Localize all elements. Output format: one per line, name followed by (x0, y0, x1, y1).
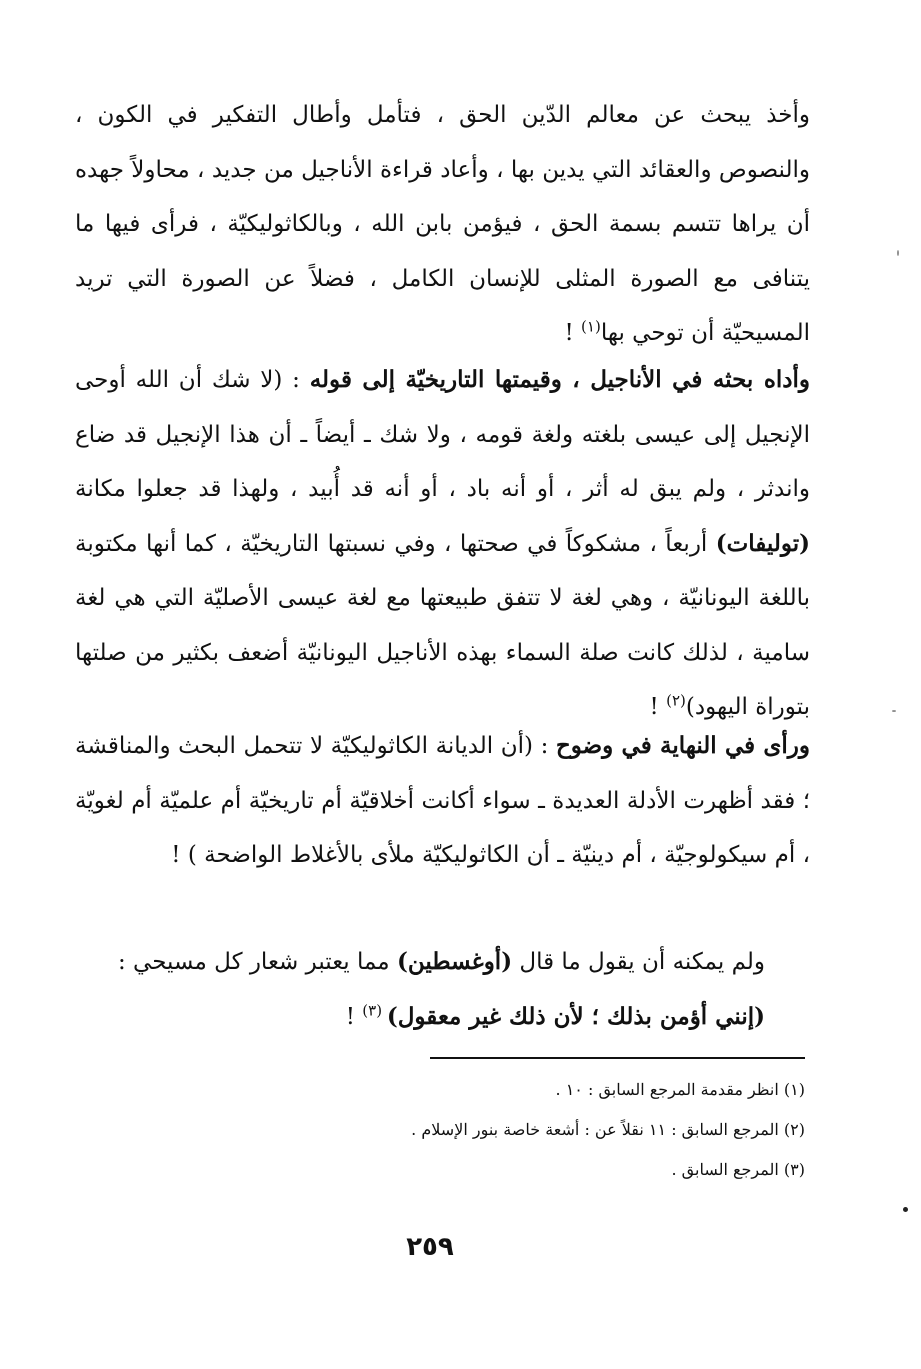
footnote-ref-2: (٢) (666, 691, 686, 710)
paragraph-2-text-a: : (لا شك أن الله أوحى الإنجيل إلى عيسى بلغته ولغة قومه ، ولا شك ـ أيضاً ـ أن هذا الإنجيل قد ضاع واندثر ، ولم يبق له أثر ، أو أنه باد ، أو أنه قد أُبيد ، ولهذا قد جعلوا مكانة (75, 367, 810, 502)
paragraph-1-end: ! (564, 320, 582, 346)
footnotes (300, 1070, 805, 1190)
paragraph-3-lead: ورأى في النهاية في وضوح (555, 732, 810, 759)
page-number: ٢٥٩ (406, 1232, 454, 1262)
quote-text: (إنني أؤمن بذلك ؛ لأن ذلك غير معقول) (386, 1002, 765, 1030)
paragraph-1-text: وأخذ يبحث عن معالم الدّين الحق ، فتأمل وأطال التفكير في الكون ، والنصوص والعقائد التي يدين بها ، وأعاد قراءة الأناجيل من جديد ، محاولاً جهده أن يراها تتسم بسمة الحق ، فيؤمن بابن الله ، وبالكاثوليكيّة ، فرأى فيها ما يتنافى مع الصورة المثلى للإنسان الكامل ، فضلاً عن الصورة التي تريد المسيحيّة أن توحي بها (75, 102, 810, 346)
paragraph-3 (75, 719, 810, 883)
scan-speck (897, 250, 899, 256)
paragraph-3-text: : (أن الديانة الكاثوليكيّة لا تتحمل البحث والمناقشة ؛ فقد أظهرت الأدلة العديدة ـ سواء أكانت أخلاقيّة أم تاريخيّة أم علميّة أم لغويّة ، أم سيكولوجيّة ، أم دينيّة ـ أن الكاثوليكيّة ملأى بالأغلاط الواضحة ) ! (75, 733, 811, 868)
paragraph-4-text-a: ولم يمكنه أن يقول ما قال (512, 949, 765, 975)
footnote-divider (430, 1057, 805, 1059)
paragraph-4-bold-name: (أوغسطين) (396, 948, 513, 975)
footnote-ref-3: (٣) (362, 1000, 387, 1019)
paragraph-2-lead: وأداه بحثه في الأناجيل ، وقيمتها التاريخيّة إلى قوله (309, 366, 810, 393)
footnote-2: (٢) المرجع السابق : ١١ نقلاً عن : أشعة خاصة بنور الإسلام . (411, 1120, 805, 1139)
paragraph-2-text-b: أربعاً ، مشكوكاً في صحتها ، وفي نسبتها التاريخيّة ، كما أنها مكتوبة باللغة اليونانيّة ، وهي لغة لا تتفق طبيعتها مع لغة عيسى الأصليّة التي هي لغة سامية ، لذلك كانت صلة السماء بهذه الأناجيل اليونانيّة أضعف بكثير من صلتها بتوراة اليهود) (75, 530, 810, 720)
scan-speck (892, 710, 896, 712)
paragraph-1 (75, 88, 810, 361)
paragraph-2-end: ! (649, 694, 667, 720)
footnote-ref-1: (١) (581, 317, 601, 336)
paragraph-4-text-b: مما يعتبر شعار كل مسيحي : (117, 949, 397, 975)
paragraph-2-bold-term: (توليفات) (715, 529, 810, 557)
footnote-1: (١) انظر مقدمة المرجع السابق : ١٠ . (555, 1080, 805, 1099)
paragraph-2 (75, 353, 810, 735)
paragraph-4 (75, 935, 810, 1044)
quote-end: ! (345, 1003, 363, 1030)
scan-speck (903, 1207, 908, 1212)
footnote-3: (٣) المرجع السابق . (671, 1160, 805, 1179)
